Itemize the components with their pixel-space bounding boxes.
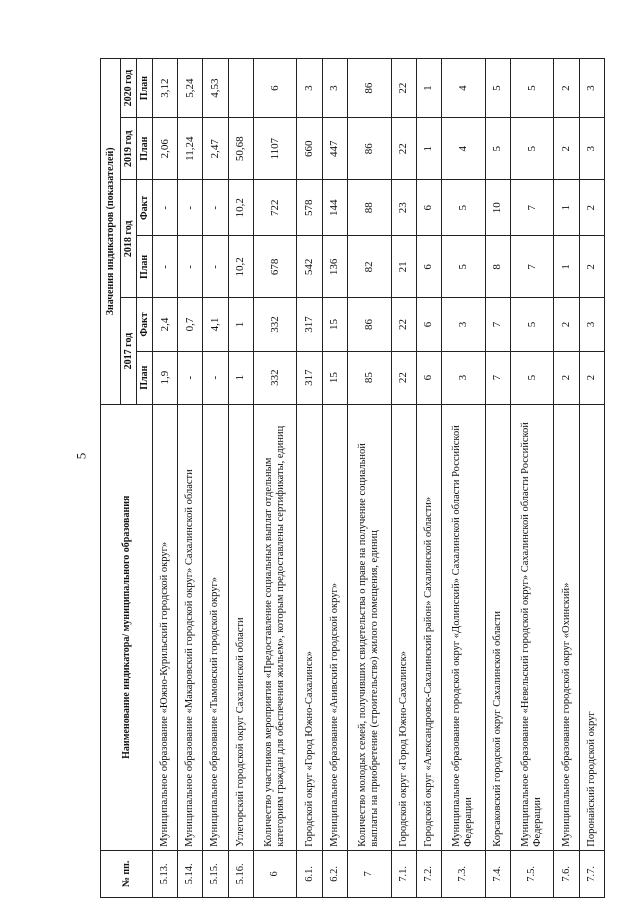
value-2020-plan: 3,12 — [153, 59, 178, 118]
value-2018-plan: 8 — [485, 236, 510, 298]
row-indicator-name: Углегорский городской округ Сахалинской области — [228, 404, 253, 850]
row-number: 7 — [347, 850, 391, 897]
table-row — [253, 59, 297, 898]
value-2018-plan: 136 — [322, 236, 347, 298]
row-indicator-name: Поронайский городской округ — [579, 404, 604, 850]
value-2020-plan: 5 — [485, 59, 510, 118]
value-2018-fact: 6 — [416, 180, 441, 236]
header-2019: 2019 год — [121, 118, 137, 180]
row-indicator-name: Городской округ «Город Южно-Сахалинск» — [391, 404, 416, 850]
row-indicator-name: Муниципальное образование «Южно-Курильский городской округ» — [153, 404, 178, 850]
value-2017-plan: 1 — [228, 351, 253, 404]
row-number: 7.6. — [554, 850, 579, 897]
row-indicator-name: Муниципальное образование «Невельский городской округ» Сахалинской области Российской Федерации — [510, 404, 554, 850]
row-indicator-name: Муниципальное образование городской округ «Долинский» Сахалинской области Российской Федерации — [441, 404, 485, 850]
row-indicator-name: Корсаковский городской округ Сахалинской области — [485, 404, 510, 850]
value-2018-plan: 21 — [391, 236, 416, 298]
header-2019-plan: План — [137, 118, 153, 180]
value-2020-plan: 4,53 — [203, 59, 228, 118]
value-2017-plan: - — [178, 351, 203, 404]
value-2017-plan: 85 — [347, 351, 391, 404]
value-2018-fact: 578 — [297, 180, 322, 236]
header-name: Наименование индикатора/ муниципального образования — [101, 404, 153, 850]
row-indicator-name: Муниципальное образование «Анивский городской округ» — [322, 404, 347, 850]
value-2017-fact: 332 — [253, 298, 297, 351]
row-number: 6.1. — [297, 850, 322, 897]
header-num: № пп. — [101, 850, 153, 897]
value-2017-fact: 5 — [510, 298, 554, 351]
header-2017: 2017 год — [121, 298, 137, 404]
row-number: 6.2. — [322, 850, 347, 897]
table-row — [347, 59, 391, 898]
value-2019-plan: 2,06 — [153, 118, 178, 180]
value-2018-plan: 2 — [579, 236, 604, 298]
value-2019-plan: 660 — [297, 118, 322, 180]
row-number: 7.5. — [510, 850, 554, 897]
value-2020-plan: 5,24 — [178, 59, 203, 118]
table-row — [178, 59, 203, 898]
table-body — [153, 59, 605, 898]
row-number: 7.4. — [485, 850, 510, 897]
row-number: 7.3. — [441, 850, 485, 897]
header-values-group: Значения индикаторов (показателей) — [101, 59, 121, 405]
value-2019-plan: 50,68 — [228, 118, 253, 180]
row-number: 5.16. — [228, 850, 253, 897]
table-row — [228, 59, 253, 898]
value-2017-fact: 4,1 — [203, 298, 228, 351]
value-2018-plan: 5 — [441, 236, 485, 298]
value-2018-plan: 678 — [253, 236, 297, 298]
value-2020-plan: 6 — [253, 59, 297, 118]
table-row — [203, 59, 228, 898]
value-2017-plan: 6 — [416, 351, 441, 404]
value-2018-plan: 10,2 — [228, 236, 253, 298]
value-2017-fact: 317 — [297, 298, 322, 351]
value-2019-plan: 3 — [579, 118, 604, 180]
value-2018-fact: 23 — [391, 180, 416, 236]
value-2018-plan: - — [203, 236, 228, 298]
row-number: 5.14. — [178, 850, 203, 897]
value-2018-fact: 10 — [485, 180, 510, 236]
value-2020-plan: 1 — [416, 59, 441, 118]
value-2017-fact: 3 — [441, 298, 485, 351]
value-2019-plan: 2,47 — [203, 118, 228, 180]
table-row — [510, 59, 554, 898]
value-2018-fact: 10,2 — [228, 180, 253, 236]
table-row — [441, 59, 485, 898]
table-row — [322, 59, 347, 898]
value-2019-plan: 2 — [554, 118, 579, 180]
rotated-table-container — [100, 58, 605, 898]
table-row — [485, 59, 510, 898]
value-2017-plan: - — [203, 351, 228, 404]
row-indicator-name: Городской округ «Город Южно-Сахалинск» — [297, 404, 322, 850]
value-2019-plan: 447 — [322, 118, 347, 180]
value-2018-plan: 542 — [297, 236, 322, 298]
row-indicator-name: Муниципальное образование «Тымовский городской округ» — [203, 404, 228, 850]
value-2017-fact: 1 — [228, 298, 253, 351]
value-2018-fact: - — [178, 180, 203, 236]
value-2019-plan: 1107 — [253, 118, 297, 180]
page-number: 5 — [73, 452, 89, 460]
value-2018-fact: 88 — [347, 180, 391, 236]
header-2017-plan: План — [137, 351, 153, 404]
header-2020-plan: План — [137, 59, 153, 118]
row-number: 5.15. — [203, 850, 228, 897]
header-2018: 2018 год — [121, 180, 137, 298]
value-2020-plan — [228, 59, 253, 118]
value-2018-plan: - — [153, 236, 178, 298]
value-2018-fact: 5 — [441, 180, 485, 236]
row-indicator-name: Муниципальное образование «Макаровский городской округ» Сахалинской области — [178, 404, 203, 850]
value-2017-fact: 6 — [416, 298, 441, 351]
value-2018-plan: 1 — [554, 236, 579, 298]
value-2017-plan: 2 — [579, 351, 604, 404]
value-2017-plan: 317 — [297, 351, 322, 404]
table-row — [297, 59, 322, 898]
table-row — [579, 59, 604, 898]
value-2018-fact: 2 — [579, 180, 604, 236]
value-2020-plan: 5 — [510, 59, 554, 118]
value-2018-fact: 7 — [510, 180, 554, 236]
value-2017-fact: 7 — [485, 298, 510, 351]
header-2018-plan: План — [137, 236, 153, 298]
row-number: 6 — [253, 850, 297, 897]
header-2017-fact: Факт — [137, 298, 153, 351]
header-2020: 2020 год — [121, 59, 137, 118]
value-2019-plan: 22 — [391, 118, 416, 180]
value-2017-fact: 2,4 — [153, 298, 178, 351]
value-2017-fact: 86 — [347, 298, 391, 351]
value-2018-fact: - — [203, 180, 228, 236]
row-indicator-name: Количество молодых семей, получивших свидетельства о праве на получение социальной выплаты на приобретение (строительство) жилого помещения, единиц — [347, 404, 391, 850]
indicators-table — [100, 58, 605, 898]
row-number: 5.13. — [153, 850, 178, 897]
value-2018-fact: 144 — [322, 180, 347, 236]
value-2020-plan: 3 — [579, 59, 604, 118]
value-2019-plan: 5 — [485, 118, 510, 180]
value-2017-fact: 22 — [391, 298, 416, 351]
value-2018-plan: 6 — [416, 236, 441, 298]
value-2017-plan: 2 — [554, 351, 579, 404]
table-row — [554, 59, 579, 898]
value-2020-plan: 3 — [322, 59, 347, 118]
value-2020-plan: 86 — [347, 59, 391, 118]
value-2019-plan: 1 — [416, 118, 441, 180]
value-2020-plan: 4 — [441, 59, 485, 118]
value-2017-fact: 15 — [322, 298, 347, 351]
value-2019-plan: 86 — [347, 118, 391, 180]
value-2020-plan: 2 — [554, 59, 579, 118]
value-2019-plan: 11,24 — [178, 118, 203, 180]
value-2020-plan: 22 — [391, 59, 416, 118]
value-2018-plan: 82 — [347, 236, 391, 298]
row-indicator-name: Количество участников мероприятия «Предоставление социальных выплат отдельным категориям граждан для обеспечения жильем», которым предоставлены сертификаты, единиц — [253, 404, 297, 850]
value-2017-plan: 3 — [441, 351, 485, 404]
value-2017-fact: 0,7 — [178, 298, 203, 351]
row-indicator-name: Муниципальное образование городской округ «Охинский» — [554, 404, 579, 850]
row-number: 7.2. — [416, 850, 441, 897]
table-row — [153, 59, 178, 898]
value-2017-plan: 5 — [510, 351, 554, 404]
row-indicator-name: Городской округ «Александровск-Сахалинский район» Сахалинской области» — [416, 404, 441, 850]
value-2020-plan: 3 — [297, 59, 322, 118]
value-2018-plan: 7 — [510, 236, 554, 298]
value-2017-fact: 3 — [579, 298, 604, 351]
value-2019-plan: 5 — [510, 118, 554, 180]
value-2017-plan: 15 — [322, 351, 347, 404]
value-2018-fact: 1 — [554, 180, 579, 236]
row-number: 7.1. — [391, 850, 416, 897]
value-2017-plan: 7 — [485, 351, 510, 404]
value-2018-fact: 722 — [253, 180, 297, 236]
table-row — [416, 59, 441, 898]
row-number: 7.7. — [579, 850, 604, 897]
value-2017-plan: 332 — [253, 351, 297, 404]
value-2017-plan: 22 — [391, 351, 416, 404]
value-2019-plan: 4 — [441, 118, 485, 180]
value-2017-fact: 2 — [554, 298, 579, 351]
value-2018-plan: - — [178, 236, 203, 298]
value-2017-plan: 1,9 — [153, 351, 178, 404]
value-2018-fact: - — [153, 180, 178, 236]
header-2018-fact: Факт — [137, 180, 153, 236]
table-row — [391, 59, 416, 898]
document-page — [100, 58, 605, 898]
